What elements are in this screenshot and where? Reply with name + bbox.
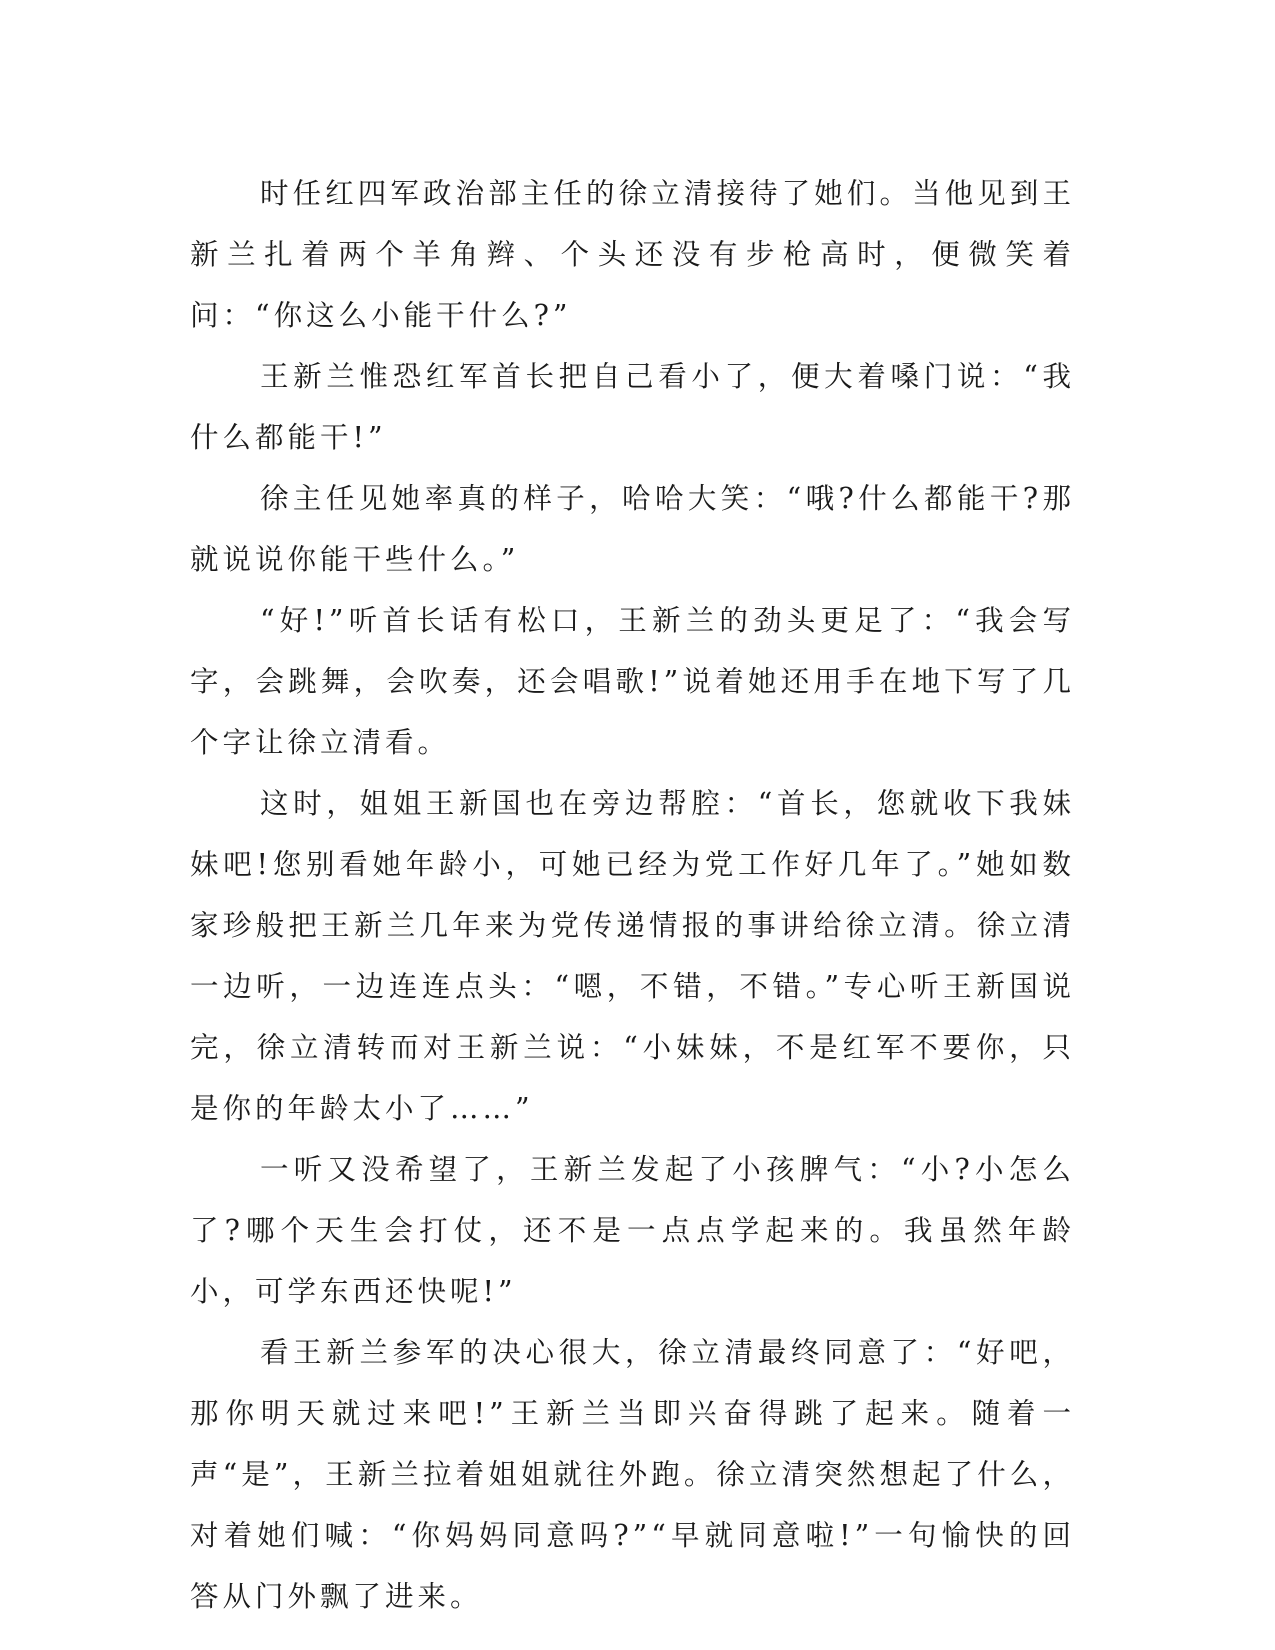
paragraph-2: 王新兰惟恐红军首长把自己看小了，便大着嗓门说：“我什么都能干!” (190, 360, 1075, 454)
paragraph-1: 时任红四军政治部主任的徐立清接待了她们。当他见到王新兰扎着两个羊角辫、个头还没有步枪高时，便微笑着问：“你这么小能干什么?” (190, 177, 1075, 332)
paragraph-6: 一听又没希望了，王新兰发起了小孩脾气：“小?小怎么了?哪个天生会打仗，还不是一点点学起来的。我虽然年龄小，可学东西还快呢!” (190, 1153, 1075, 1308)
paragraph-5: 这时，姐姐王新国也在旁边帮腔：“首长，您就收下我妹妹吧!您别看她年龄小，可她已经为党工作好几年了。”她如数家珍般把王新兰几年来为党传递情报的事讲给徐立清。徐立清一边听，一边连连点头：“嗯，不错，不错。”专心听王新国说完，徐立清转而对王新兰说：“小妹妹，不是红军不要你，只是你的年龄太小了……” (190, 787, 1075, 1125)
paragraph-3: 徐主任见她率真的样子，哈哈大笑：“哦?什么都能干?那就说说你能干些什么。” (190, 482, 1075, 576)
body-text (190, 163, 1075, 1627)
paragraph-7: 看王新兰参军的决心很大，徐立清最终同意了：“好吧，那你明天就过来吧!”王新兰当即兴奋得跳了起来。随着一声“是”，王新兰拉着姐姐就往外跑。徐立清突然想起了什么，对着她们喊：“你妈妈同意吗?”“早就同意啦!”一句愉快的回答从门外飘了进来。 (190, 1336, 1075, 1613)
paragraph-4: “好!”听首长话有松口，王新兰的劲头更足了：“我会写字，会跳舞，会吹奏，还会唱歌!”说着她还用手在地下写了几个字让徐立清看。 (190, 604, 1075, 759)
